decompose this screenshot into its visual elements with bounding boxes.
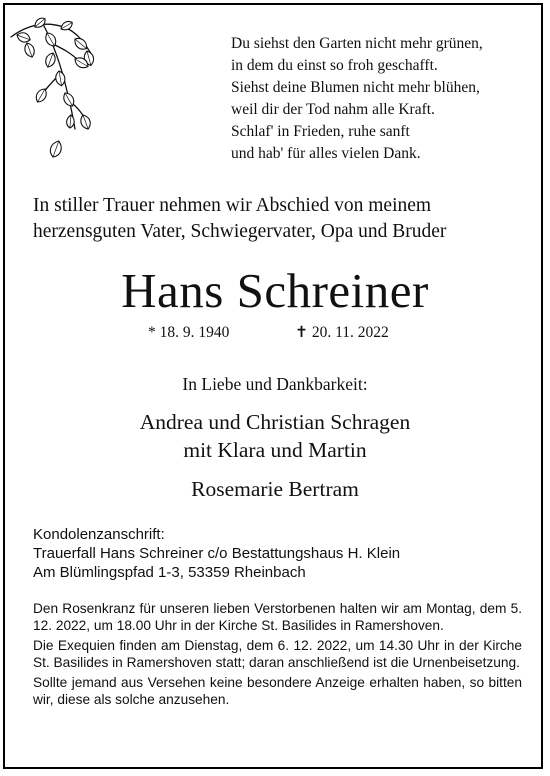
mourner-line-2: mit Klara und Martin	[183, 438, 367, 462]
poem-line: in dem du einst so froh geschafft.	[231, 57, 438, 74]
birch-branch-icon	[9, 13, 105, 185]
service-notices	[33, 601, 522, 712]
mourners-list	[5, 408, 545, 503]
obituary-notice	[3, 3, 543, 769]
missed-notice: Sollte jemand aus Versehen keine besondere Anzeige erhalten haben, so bitten wir, diese als solche anzusehen.	[33, 675, 522, 707]
poem-line: weil dir der Tod nahm alle Kraft.	[231, 101, 435, 118]
intro-line-2: herzensguten Vater, Schwiegervater, Opa und Bruder	[33, 221, 447, 242]
condolence-line-2: Am Blümlingspfad 1-3, 53359 Rheinbach	[33, 564, 306, 581]
birth-date: * 18. 9. 1940	[148, 324, 230, 341]
gratitude-heading: In Liebe und Dankbarkeit:	[182, 374, 368, 394]
life-dates	[5, 323, 545, 343]
condolence-address	[33, 525, 533, 582]
poem-line: Siehst deine Blumen nicht mehr blühen,	[231, 79, 480, 96]
funeral-notice: Die Exequien finden am Dienstag, dem 6. 12. 2022, um 14.30 Uhr in der Kirche St. Basilides in Ramershoven statt; daran anschließend ist die Urnenbeisetzung.	[33, 638, 522, 670]
condolence-label: Kondolenzanschrift:	[33, 526, 165, 543]
rosary-notice: Den Rosenkranz für unseren lieben Verstorbenen halten wir am Montag, dem 5. 12. 2022, um 18.00 Uhr in der Kirche St. Basilides in Ramershoven.	[33, 601, 522, 633]
mourner-line-1: Andrea und Christian Schragen	[139, 410, 411, 434]
poem-line: und hab' für alles vielen Dank.	[231, 145, 421, 162]
intro-line-1: In stiller Trauer nehmen wir Abschied von meinem	[33, 195, 432, 216]
death-date: ✝ 20. 11. 2022	[295, 324, 389, 341]
deceased-name: Hans Schreiner	[121, 263, 429, 318]
mourner-line-3: Rosemarie Bertram	[191, 477, 359, 501]
poem	[231, 33, 531, 165]
farewell-intro	[33, 193, 529, 245]
poem-line: Schlaf' in Frieden, ruhe sanft	[231, 123, 410, 140]
condolence-line-1: Trauerfall Hans Schreiner c/o Bestattungshaus H. Klein	[33, 545, 401, 562]
poem-line: Du siehst den Garten nicht mehr grünen,	[231, 35, 483, 52]
